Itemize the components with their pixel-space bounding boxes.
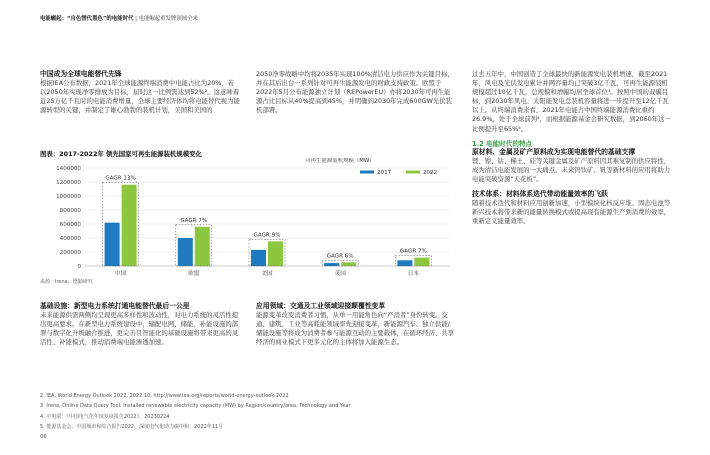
bar [178, 238, 193, 266]
y-tick-label: 800000 [59, 208, 81, 214]
legend-label: 2022 [423, 170, 438, 176]
y-tick-label: 1200000 [56, 180, 81, 186]
x-tick-label: 日本 [407, 271, 420, 277]
section-heading-features: 1.2 电能时代的特点 [472, 139, 533, 148]
column-1 [40, 70, 240, 115]
figure-source: 来源：Irena、德勤研究 [40, 279, 93, 285]
y-tick-label: 1000000 [56, 194, 81, 200]
running-header [40, 14, 198, 22]
growth-annotation: GAGR 13% [105, 175, 136, 182]
bar [122, 185, 137, 266]
col2-body: 2050净零战略中均将2035年实现100%清洁电力供应作为关键目标，并在其后出台一系列针对可再生能源发电的财政支持政策。欧盟于2022年5月公布能源独立计划（REPowerEU）亦将2030年可再生能源占比目标从40%提高到45%，并明确到2030年完成600GW光伏装机部署。 [256, 70, 454, 115]
header-part3: | 电能崛起重发牌领域全来 [133, 16, 198, 22]
sub-heading-materials: 原材料、金属及矿产原料成为实现电能替代的基础支撑 [472, 148, 636, 157]
growth-annotation: GAGR 7% [399, 248, 427, 255]
column-2 [256, 70, 456, 115]
y-tick-label: 600000 [59, 222, 81, 228]
y-tick-label: 0 [77, 264, 81, 270]
page-number: 06 [40, 434, 47, 440]
col3-body: 过去五年中，中国创造了全球最快的新能源发电装机增速，截至2021年，风电及光伏发电累计并网容量均已突破3亿千瓦，可再生能源装机规模超过10亿千瓦，总规模和增幅均居全球首位³。按照中国的双碳目标，到2030年风电、太阳能发电总装机容量将进一步提升至12亿千瓦以上。从终端消费来看，2021年电能占中国终端能源消费比重约26.9%，处于全球前列⁴，而根据能源基金会研究数据，到2060年这一比例提升至65%⁵。 [472, 70, 671, 133]
bar [324, 263, 339, 266]
growth-annotation: GAGR 6% [326, 253, 354, 260]
footnote-2: 2. IEA, World Energy Outlook 2022, 2022.10, http://www.iea.org/reports/world-energy-outlook-2022 [40, 393, 289, 399]
x-tick-label: 美国 [261, 271, 273, 277]
infra-body: 未来能源供需两侧均呈现更高多样性和波动性，对电力系统的灵活性提出更高要求。在新型电力系统建设中，输配电网、储能、补能设施的部署与数字化升级融合推进，更完善且智能化的基础设施将带来更高的灵活性、补能模式，推动消费端电能渗透加速。 [40, 310, 239, 346]
x-tick-label: 英国 [334, 271, 346, 277]
y-tick-label: 200000 [59, 250, 81, 256]
chart-title: 可再生能源装机规模（MW） [305, 158, 375, 164]
growth-annotation: GAGR 7% [180, 217, 208, 224]
bar [341, 262, 356, 266]
bar [251, 250, 266, 266]
y-tick-label: 400000 [59, 236, 81, 242]
bar [105, 223, 120, 266]
footnote-5: 5. 能源基金会、中国城市和综合报告2022，深度电气化助力碳中和，2022年11月 [40, 424, 224, 430]
column-3 [472, 70, 672, 226]
legend-label: 2017 [377, 170, 392, 176]
bar [268, 241, 283, 266]
bar [397, 260, 412, 266]
x-tick-label: 欧盟 [188, 271, 200, 277]
sub-body-tech: 随着技术迭代和材料应用创新加速，小型模块化核反应堆、固态电池等新兴技术将带来新的能量转换模式或提高现有能源生产到消费的效率，重新定义能量效率。 [472, 198, 671, 225]
footnote-3: 3. Irena, Online Data Query Tool: Installed renewable electricity capacity (MW) by Region/country/area, Technology and Year [40, 403, 351, 409]
bar-chart [40, 158, 460, 278]
header-part1: 电能崛起： [40, 16, 67, 22]
section-heading-china: 中国成为全球电能替代先锋 [40, 70, 122, 78]
bar [195, 227, 210, 266]
bottom-left-column [40, 302, 240, 347]
infra-heading: 基础设施：新型电力系统打通电能替代最后一公里 [40, 302, 190, 310]
bar [414, 258, 429, 266]
sub-heading-tech: 技术体系：材料体系迭代带动能量效率的飞跃 [472, 190, 608, 199]
y-tick-label: 1400000 [56, 166, 81, 172]
application-body: 能源变革改变消费者习惯，从单一用能角色向“产消者”身份转变。交通、建筑、工业等高耗能领域率先迎接变革，新能源汽车、独立供能/储能设施等将成为消费者参与能源互动的主要载体，在循环经济、共享经济的商业模式下更多元化的主体将加入能源生态。 [256, 310, 455, 346]
x-tick-label: 中国 [114, 271, 127, 277]
application-heading: 应用领域：交通及工业领域迎接颠覆性变革 [256, 302, 386, 310]
sub-body-materials: 锂、镍、钴、稀土、硅等关键金属及矿产原料因其难复制的供应特性，成为清洁电能发展的一大痛点。未来钨钛矿、钒等新材料的应用将助力电能突破资源“天花板”。 [472, 156, 671, 184]
bottom-right-column [256, 302, 456, 347]
footnote-4: 4. 中电联：《中国电气化年度发展报告2022》，20230224 [40, 414, 170, 420]
growth-annotation: GAGR 9% [253, 232, 281, 239]
figure-title: 图表：2017-2022年 领先国家可再生能源装机规模变化 [40, 150, 202, 158]
col1-body: 根据IEA公布数据，2021年全球能源终端消费中电能占比为20%，若以2050年实现净零排放为目标，届时这一比例需达到52%²。这意味着近25万亿千瓦时的电能消费增量，全球主要经济体均将电能替代视为能源转型的关键，并制定了雄心勃勃的装机计划，美国和美国的 [40, 78, 240, 114]
header-part2: “自色替代黑色”的电能时代 [66, 16, 134, 22]
